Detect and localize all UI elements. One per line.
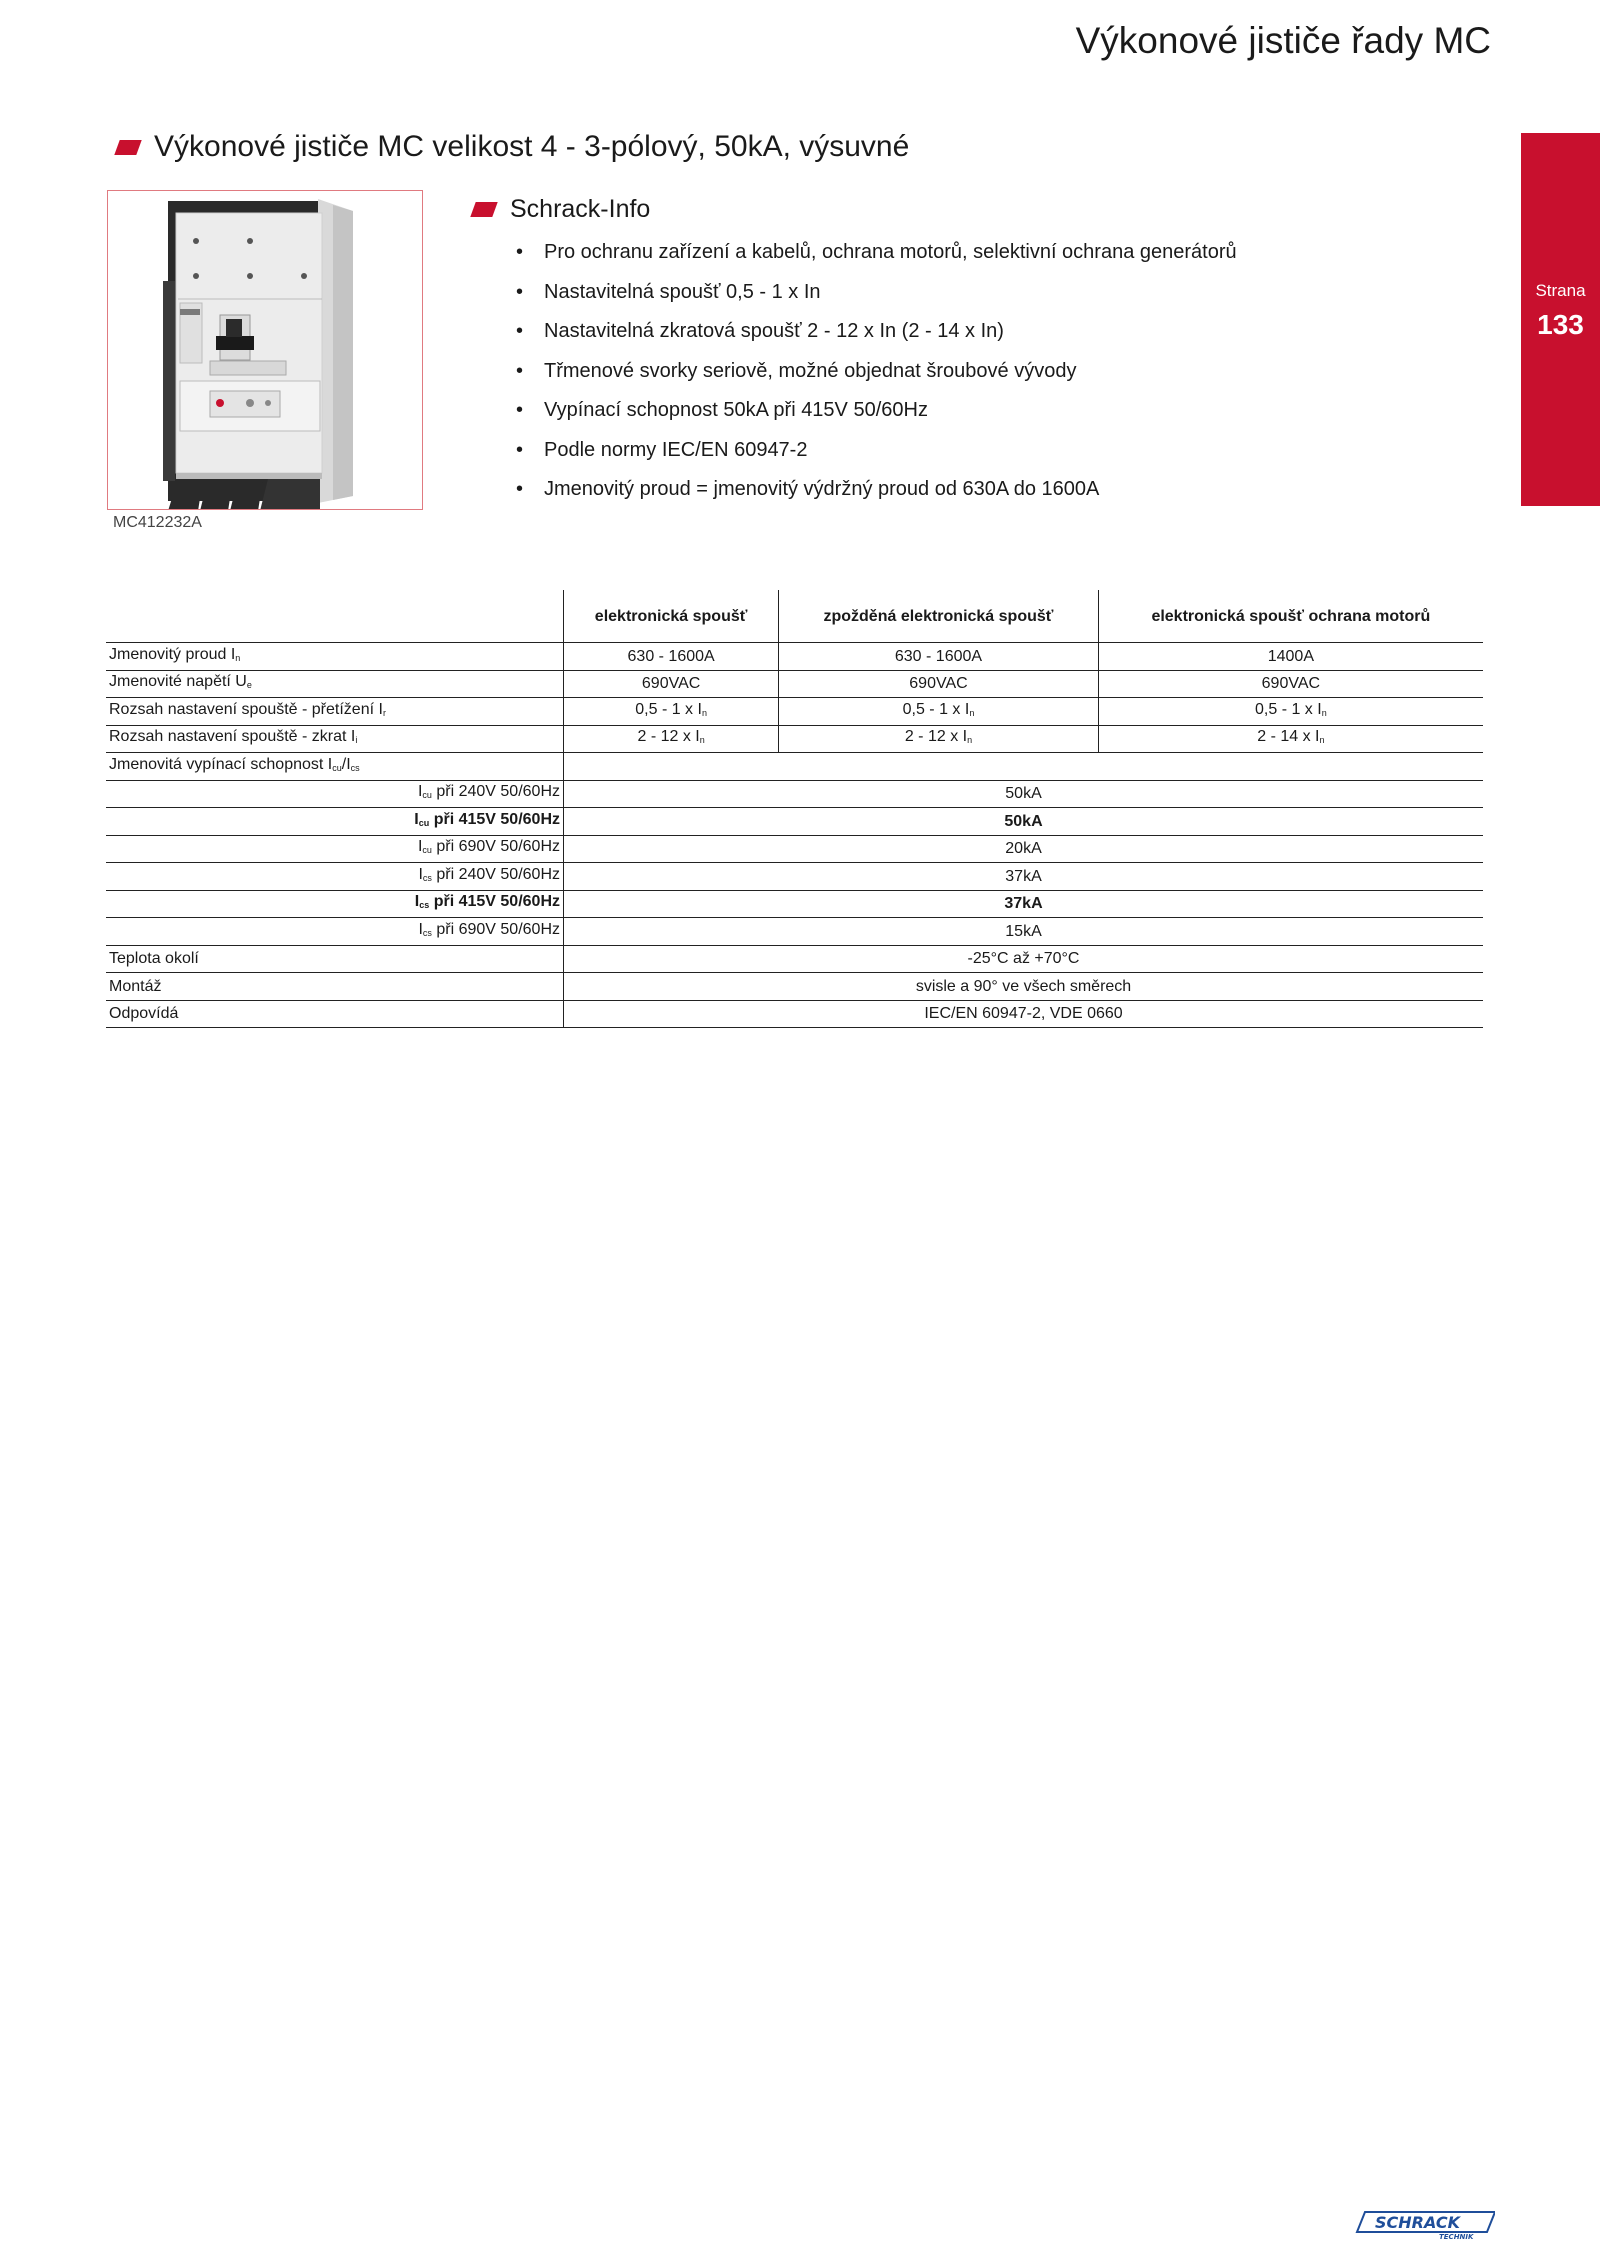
table-cell: IEC/EN 60947-2, VDE 0660 [564, 1000, 1484, 1028]
table-cell: 690VAC [1098, 670, 1483, 698]
row-label: Jmenovitá vypínací schopnost $I_{cu}/I_{cs}$ [106, 753, 564, 781]
bullet-item: • Jmenovitý proud = jmenovitý výdržný proud od 630A do 1600A [516, 475, 1237, 515]
logo-subtext: TECHNIK [1439, 2233, 1474, 2240]
row-label: Rozsah nastavení spouště - zkrat $I_i$ [106, 725, 564, 753]
table-cell: 2 - 14 x $I_n$ [1098, 725, 1483, 753]
row-label: $I_{cs}$ při 240V 50/60Hz [106, 863, 564, 891]
table-header-row [106, 590, 1483, 643]
table-cell: 0,5 - 1 x $I_n$ [1098, 698, 1483, 726]
table-cell: 2 - 12 x $I_n$ [779, 725, 1099, 753]
table-row [106, 780, 1483, 808]
specification-table [106, 590, 1483, 1028]
page-number: 133 [1537, 309, 1584, 340]
table-cell: 50kA [564, 780, 1484, 808]
bullet-item: • Nastavitelná spoušť 0,5 - 1 x In [516, 278, 1237, 318]
info-marker-icon [470, 202, 497, 217]
row-label: $I_{cu}$ při 415V 50/60Hz [106, 808, 564, 836]
table-cell: 15kA [564, 918, 1484, 946]
bullet-item: • Nastavitelná zkratová spoušť 2 - 12 x In (2 - 14 x In) [516, 317, 1237, 357]
row-label: Teplota okolí [106, 945, 564, 973]
table-row [106, 973, 1483, 1001]
row-label: Jmenovité napětí $U_e$ [106, 670, 564, 698]
table-cell: svisle a 90° ve všech směrech [564, 973, 1484, 1001]
table-cell: 37kA [564, 863, 1484, 891]
table-cell: 1400A [1098, 643, 1483, 671]
table-cell: 0,5 - 1 x $I_n$ [779, 698, 1099, 726]
table-cell: 690VAC [564, 670, 779, 698]
table-cell: 2 - 12 x $I_n$ [564, 725, 779, 753]
table-row [106, 725, 1483, 753]
table-cell: -25°C až +70°C [564, 945, 1484, 973]
row-label: Jmenovitý proud $I_n$ [106, 643, 564, 671]
page-title: Výkonové jističe řady MC [1075, 20, 1491, 61]
row-label: Odpovídá [106, 1000, 564, 1028]
table-cell [564, 753, 1484, 781]
logo-text: SCHRACK [1375, 2213, 1461, 2232]
table-row [106, 1000, 1483, 1028]
row-label: $I_{cs}$ při 690V 50/60Hz [106, 918, 564, 946]
table-row [106, 945, 1483, 973]
row-label: Rozsah nastavení spouště - přetížení $I_r$ [106, 698, 564, 726]
row-label: $I_{cs}$ při 415V 50/60Hz [106, 890, 564, 918]
column-header: zpožděná elektronická spoušť [779, 590, 1099, 643]
table-row [106, 835, 1483, 863]
table-cell: 630 - 1600A [564, 643, 779, 671]
table-cell: 0,5 - 1 x $I_n$ [564, 698, 779, 726]
table-row [106, 643, 1483, 671]
table-cell: 690VAC [779, 670, 1099, 698]
table-cell: 50kA [564, 808, 1484, 836]
row-label: Montáž [106, 973, 564, 1001]
table-row [106, 670, 1483, 698]
table-cell: 630 - 1600A [779, 643, 1099, 671]
table-row [106, 698, 1483, 726]
table-cell: 37kA [564, 890, 1484, 918]
circuit-breaker-image [108, 191, 423, 510]
table-cell: 20kA [564, 835, 1484, 863]
info-bullet-list [516, 238, 1237, 515]
bullet-item: • Podle normy IEC/EN 60947-2 [516, 436, 1237, 476]
table-row [106, 890, 1483, 918]
table-row [106, 863, 1483, 891]
header-blank [106, 590, 564, 643]
table-row [106, 753, 1483, 781]
page-number-tab [1521, 133, 1600, 506]
page-label: Strana [1535, 281, 1586, 300]
row-label: $I_{cu}$ při 690V 50/60Hz [106, 835, 564, 863]
section-title: Výkonové jističe MC velikost 4 - 3-pólový, 50kA, výsuvné [154, 130, 910, 163]
product-code: MC412232A [113, 514, 202, 531]
table-row [106, 808, 1483, 836]
schrack-logo [1355, 2210, 1495, 2240]
column-header: elektronická spoušť [564, 590, 779, 643]
bullet-item: • Vypínací schopnost 50kA při 415V 50/60Hz [516, 396, 1237, 436]
bullet-item: • Pro ochranu zařízení a kabelů, ochrana motorů, selektivní ochrana generátorů [516, 238, 1237, 278]
info-title: Schrack-Info [510, 195, 651, 223]
product-image [107, 190, 423, 510]
bullet-item: • Třmenové svorky seriově, možné objednat šroubové vývody [516, 357, 1237, 397]
column-header: elektronická spoušť ochrana motorů [1098, 590, 1483, 643]
row-label: $I_{cu}$ při 240V 50/60Hz [106, 780, 564, 808]
table-row [106, 918, 1483, 946]
section-marker-icon [114, 140, 141, 155]
